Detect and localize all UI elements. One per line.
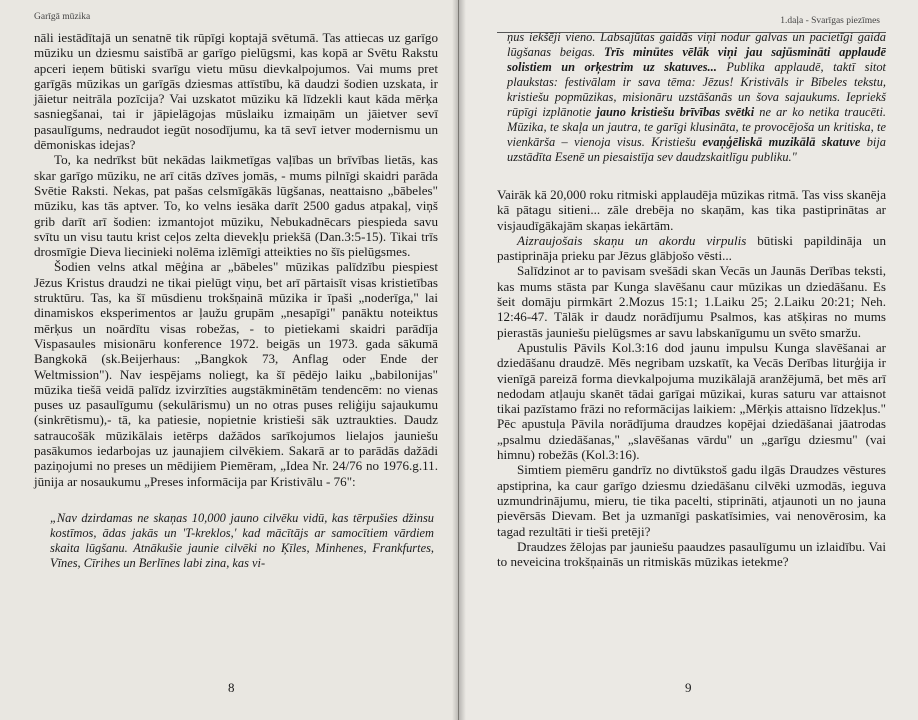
left-quote — [50, 511, 434, 571]
quote-part-4: jauno kristiešu brīvības svētki — [596, 105, 755, 119]
left-paragraph-1: nāli iestādītajā un senatnē tik rūpīgi koptajā svētumā. Tas attiecas uz garīgo mūziku un dziesmu saistībā ar garīgo pielūgsmi, kas kopā ar Svētu Rakstu apceri ieņem būtiski svarīgu vietu mūsu dievkalpojumos. Vai mums pret garīgās mūzikas un garīgās dziesmas attīstību, kā daudzi šodien uzskata, ir jāietur neitrāla pozīcija? Vai uzskatot mūziku kā līdzekli kaut kāda mērķa sasniegšanai, tai ir jāpielāgojas mūslaiku izmaiņām un jāietver sevī pasaulīgums, nedraudot iegūt nosodījumu, ka tā sevī ietver modernismu un dēmoniskas idejas? — [34, 30, 438, 153]
left-paragraph-3: Šodien velns atkal mēģina ar „bābeles" mūzikas palīdzību piespiest Jēzus Kristus draudzi ne tikai pielūgt viņu, bet arī pārtaisīt visas kristietības struktūru. Tas, ka šī mūsdienu trokšņainā mūzika ir īpaši „noderīga," lai dinamiskos eksperimentos ar ļaužu grupām „nesapīgi" panāktu noteiktus mērķus un noārdītu visas robežas, - to pietiekami skaidri parādīja Vispasaules misionāru konference 1972. beigās un 1973. gada sākumā Bangkokā (sk.Beijerhaus: „Bangkok 73, Anflag oder Ende der Weltmission"). Nav iespējams noliegt, ka šī pēdējo laiku „babilonijas" mūzika tiešā veidā palīdz izvirzīties augstākminētām tendencēm: no vienas puses uz pasaulīgumu (sekulārismu) un no otras puses reliģiju sajaukumu (sinkrētismu),- tā, ka patiesie, nopietnie kristieši sāk uztraukties. Daudz satraucošāk mūzikālais ietērps dažādos sarīkojumos lielajos jauniešu pasākumos iedarbojas uz jaunajiem cilvēkiem. Sakarā ar to parādās dažādi paziņojumi no preses un mēdijiem Piemēram, „Idea Nr. 24/76 no 1976.g.11. jūnija ar nosaukumu „Preses informācija par Kristivālu - 76": — [34, 259, 438, 489]
left-quote-text: „Nav dzirdamas ne skaņas 10,000 jauno cilvēku vidū, kas tērpušies džinsu kostīmos, ādas jakās un 'T-kreklos,' kad mācītājs ar samocītiem vārdiem skaita lūgšanu. Atnākušie jaunie cilvēki no Ķīles, Minhenes, Frankfurtes, Vīnes, Cīrihes un Berlīnes labi zina, kas vi- — [50, 510, 434, 570]
right-paragraph-5: Simtiem piemēru gandrīz no divtūkstoš gadu ilgās Draudzes vēstures apstiprina, ka caur garīgo dziesmu dziedāšanu cilvēki uzmodās, ieguva uzmundrinājumu, mieru, tie tika pacelti, stiprināti, atjaunoti un no jauna pievērsās Dievam. Bet ja uzmanīgi paskatīsimies, vai nenovērosim, ka tagad rezultāti ir tieši pretēji? — [497, 462, 886, 539]
quote-part-3: Publika applaudē, taktī sitot plaukstas: festivālam ir sava tēma: Jēzus! Kristivāls ir Bībeles tekstu, kristiešu popmūzikas, misionāru uzstāšanās un šovа sajaukums. Iepriekš rūpīgi izplānotie — [507, 60, 886, 119]
right-paragraph-2-italic: Aizraujošais skaņu un akordu virpulis — [517, 232, 747, 248]
running-header-right: 1.daļa - Svarīgas piezīmes — [780, 16, 880, 26]
right-paragraph-2 — [497, 233, 886, 264]
quote-part-2: Trīs minūtes vēlāk viņi jau sajūsmināti applaudē solistiem un orķestrim uz skatuves... — [507, 45, 886, 74]
quote-part-1: ņus iekšēji vieno. Labsajūtas gaidās viņi nodur galvas un pacietīgi gaida lūgšanas beigas. — [507, 30, 886, 59]
quote-part-5: ne ar ko netika traucēti. Mūzika, te skaļa un jautra, te garīgi klusināta, te provocējoša un kritiska, te vienkārša – vienoja visus. Kristiešu — [507, 105, 886, 149]
right-quote — [507, 30, 886, 165]
left-paragraph-2: To, ka nedrīkst būt nekādas laikmetīgas vaļības un brīvības lietās, kas skar garīgo mūziku, ne arī citās dzīves jomās, - mums pilnīgi skaidri parāda Svētie Raksti. Nekas, pat pašas celsmīgākās lūgšanas, neattaisno „bābeles" mūziku, kas tās aptver. To, ko velns iesāka darīt 2500 gadus atpakaļ, viņš grib darīt arī šodien: izmantojot mūziku, Nebukadnēcars piespieda savu svītu un visu tautu krist ceļos zelta dievekļu priekšā (Dan.3:5-15). Tikai trīs drosmīgie Dieva liecinieki nolēma izlēmīgi atteikties no šīs pielūgsmes. — [34, 152, 438, 260]
quote-part-6: evaņģēliskā muzikālā skatuve — [702, 135, 861, 149]
right-paragraph-2-rest: būtiski papildināja un pastiprināja prieku par Jēzus glābjošo vēsti... — [497, 232, 886, 264]
running-header-left: Garīgā mūzika — [34, 12, 91, 22]
right-quote-text — [507, 30, 886, 165]
right-body-text — [497, 187, 886, 569]
left-body-text — [34, 30, 438, 489]
header-rule — [497, 32, 886, 33]
right-paragraph-3: Salīdzinot ar to pavisam svešādi skan Vecās un Jaunās Derības teksti, kas mums stāsta par Kunga slavēšanu caur mūzikas un dziedāšanu. Es šeit domāju pirmkārt 2.Mozus 15:1; 1.Laiku 25; 2.Laiku 20:21; Neh. 12:46-47. Tālāk ir daudz norādījumu Psalmos, kas atšķiras no mums pierastās jauniešu pielūgsmes ar savu labskanīgumu un svēto smaržu. — [497, 263, 886, 340]
page-number-right: 9 — [685, 680, 692, 695]
page-number-left: 8 — [228, 680, 235, 695]
quote-part-7: bija uzstādīta Esenē un piesaistīja sev daudzskaitlīgu publiku." — [507, 135, 886, 164]
right-paragraph-6: Draudzes žēlojas par jauniešu paaudzes pasaulīgumu un izlaidību. Vai to neveicina trokšņainās un ritmiskās mūzikas ietekme? — [497, 538, 886, 570]
right-page — [459, 0, 918, 720]
right-paragraph-1: Vairāk kā 20,000 roku ritmiski applaudēja mūzikas ritmā. Tas viss skanēja kā pātagu sitieni... zāle drebēja no skaņām, kas tika pastiprinātas ar visjaudīgākajām skaņas iekārtām. — [497, 187, 886, 233]
right-paragraph-4: Apustulis Pāvils Kol.3:16 dod jaunu impulsu Kunga slavēšanai ar dziedāšanu draudzē. Mēs negribam uzskatīt, ka Vecās Derības liturģija ir vienīgā pareizā forma dievkalpojuma muzikālajā aranžējumā, bet mēs arī nedodam atļauju skanēt tādai garīgai mūzikai, kuras saturu var attaisnot tikai pazīstamo frāzi no reformācijas laikiem: „Mērķis attaisno līdzekļus." Pēc apustuļa Pāvila norādījuma draudzes kopējai dziedāšanai jāatrodas „psalmu dziedāšanas," „slavēšanas vārdu" un „garīgu dziesmu" (vai himnu) robežās (Kol.3:16). — [497, 339, 886, 463]
